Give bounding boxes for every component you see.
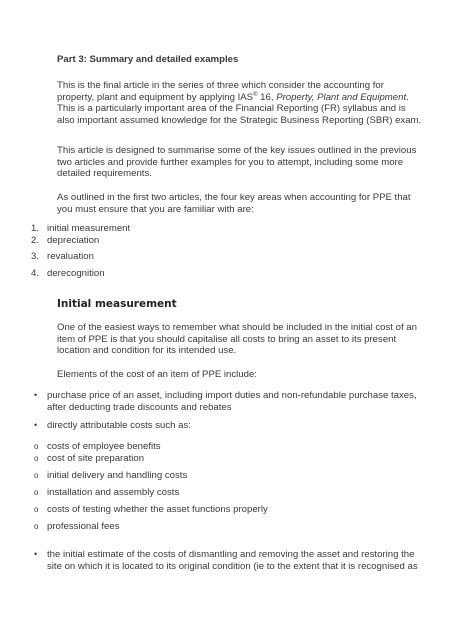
bullet-marker: •: [34, 390, 38, 400]
section-paragraph-1: One of the easiest ways to remember what should be included in the initial cost of an item of PPE is that you should capitalise all costs to bring an asset to its present location and condition for its intended use.: [57, 322, 417, 357]
intro-p1-text: This is the final article in the series of three which consider the accounting for property, plant and equipment by applying IAS: [57, 80, 384, 103]
list-item-text: initial measurement: [47, 223, 131, 234]
intro-paragraph-2: This article is designed to summarise some of the key issues outlined in the previous two articles and provide further examples for you to attempt, including some more detailed requirements.: [57, 145, 417, 180]
list-number: 2.: [31, 235, 40, 246]
section-heading: Initial measurement: [57, 298, 177, 310]
sub-list-item-text: installation and assembly costs: [47, 487, 180, 498]
sub-bullet-marker: o: [34, 488, 39, 497]
bullet-marker: •: [34, 549, 38, 559]
sub-bullet-marker: o: [34, 442, 39, 451]
list-item-text: revaluation: [47, 251, 94, 262]
sub-list-item-text: professional fees: [47, 521, 120, 532]
sub-list-item-text: costs of testing whether the asset functions properly: [47, 504, 268, 515]
standard-title: Property, Plant and Equipment: [276, 91, 407, 103]
sub-list-item-text: cost of site preparation: [47, 453, 145, 464]
intro-paragraph-3: As outlined in the first two articles, the four key areas when accounting for PPE that you must ensure that you are familiar with are:: [57, 192, 411, 215]
list-number: 4.: [31, 268, 40, 279]
list-item-text: derecognition: [47, 268, 105, 279]
sub-list-item-text: costs of employee benefits: [47, 441, 161, 452]
list-number: 3.: [31, 251, 40, 262]
list-item-text: depreciation: [47, 235, 100, 246]
sub-list-item-text: initial delivery and handling costs: [47, 470, 188, 481]
list-number: 1.: [31, 223, 40, 234]
sub-bullet-marker: o: [34, 522, 39, 531]
sub-bullet-marker: o: [34, 505, 39, 514]
intro-paragraph-1: [57, 80, 423, 126]
list-item-text: directly attributable costs such as:: [47, 420, 191, 431]
sub-bullet-marker: o: [34, 454, 39, 463]
intro-p1-mid: 16,: [257, 91, 277, 103]
section-paragraph-2: Elements of the cost of an item of PPE include:: [57, 369, 257, 380]
list-item-text: the initial estimate of the costs of dismantling and removing the asset and restoring the site on which it is located to its original condition (ie to the extent that it is recognised as: [47, 549, 418, 572]
page-title: Part 3: Summary and detailed examples: [57, 54, 239, 65]
intro-p1-rest: . This is a particularly important area of the Financial Reporting (FR) syllabus and is also important assumed knowledge for the Strategic Business Reporting (SBR) exam.: [57, 91, 422, 126]
registered-mark: ®: [253, 91, 258, 98]
sub-bullet-marker: o: [34, 471, 39, 480]
bullet-marker: •: [34, 420, 38, 430]
list-item-text: purchase price of an asset, including import duties and non-refundable purchase taxes, after deducting trade discounts and rebates: [47, 390, 417, 413]
